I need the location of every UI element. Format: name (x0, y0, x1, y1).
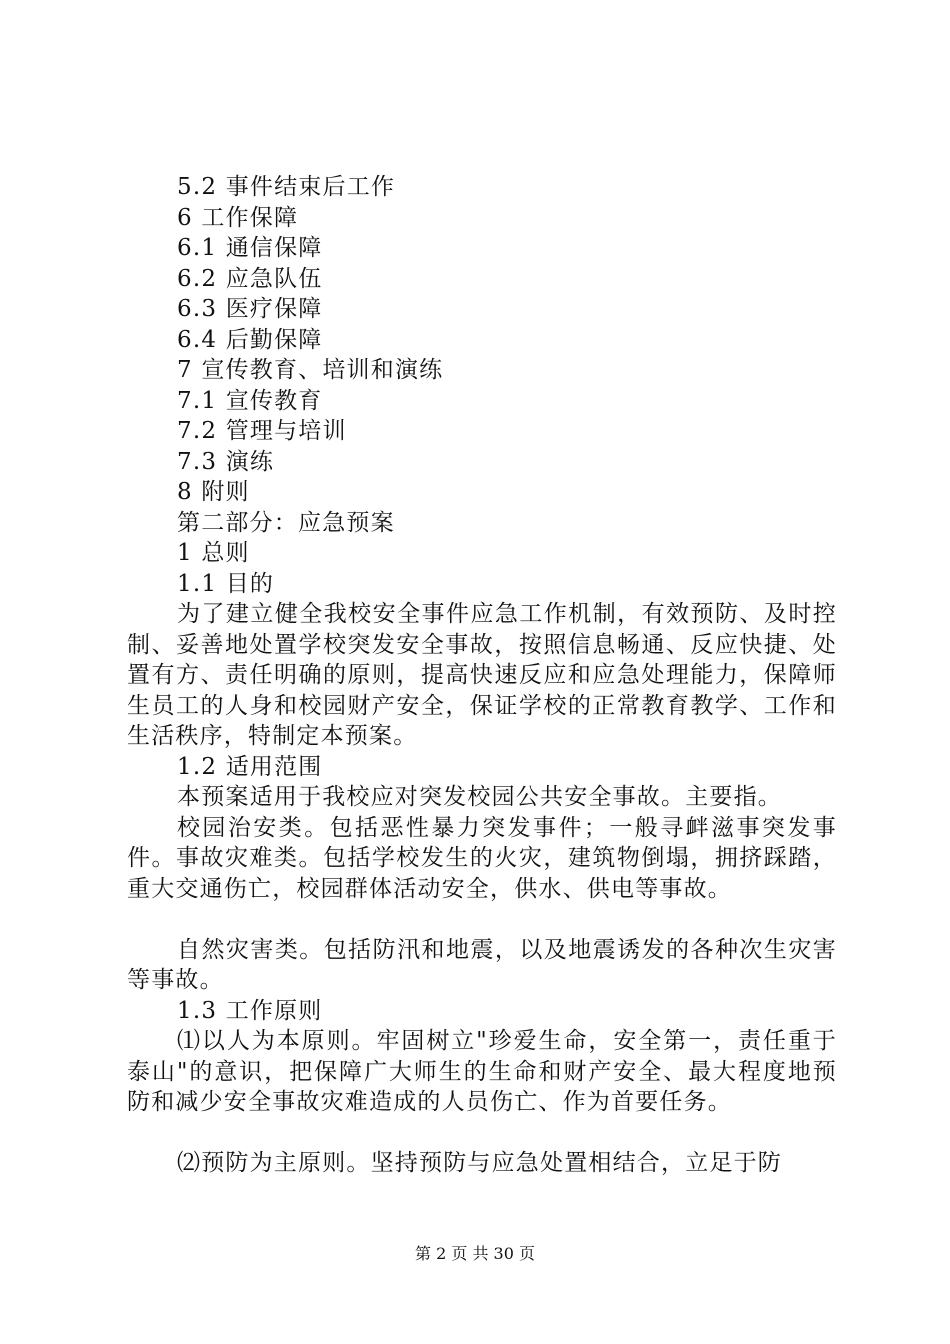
toc-line: 7.3 演练 (177, 448, 275, 475)
toc-line: 6.2 应急队伍 (177, 265, 323, 292)
paragraph-security: 校园治安类。包括恶性暴力突发事件；一般寻衅滋事突发事件。事故灾难类。包括学校发生的火灾，建筑物倒塌，拥挤踩踏，重大交通伤亡，校园群体活动安全，供水、供电等事故。 (127, 814, 837, 902)
paragraph-principle-2: ⑵预防为主原则。坚持预防与应急处置相结合，立足于防 (177, 1150, 782, 1176)
paragraph-purpose: 为了建立健全我校安全事件应急工作机制，有效预防、及时控制、妥善地处置学校突发安全事故，按照信息畅通、反应快捷、处置有方、责任明确的原则，提高快速反应和应急处理能力，保障师生员工的人身和校园财产安全，保证学校的正常教育教学、工作和生活秩序，特制定本预案。 (127, 601, 837, 749)
toc-line: 7.1 宣传教育 (177, 387, 323, 414)
paragraph-gap (127, 904, 837, 935)
page-footer: 第 2 页 共 30 页 (415, 1244, 535, 1263)
heading-principles: 1.3 工作原则 (177, 997, 323, 1024)
toc-line: 7.2 管理与培训 (177, 418, 347, 444)
toc-line: 7 宣传教育、培训和演练 (177, 357, 444, 383)
section-title: 第二部分：应急预案 (177, 509, 395, 536)
toc-line: 6.3 医疗保障 (177, 296, 323, 322)
paragraph-principle-1: ⑴以人为本原则。牢固树立"珍爱生命，安全第一，责任重于泰山"的意识，把保障广大师生的生命和财产安全、最大程度地预防和减少安全事故灾难造成的人员伤亡、作为首要任务。 (127, 1028, 837, 1115)
paragraph-scope: 本预案适用于我校应对突发校园公共安全事故。主要指。 (177, 784, 782, 810)
paragraph-gap (127, 1118, 837, 1149)
heading-general: 1 总则 (177, 540, 250, 566)
heading-purpose: 1.1 目的 (177, 570, 275, 597)
toc-line: 6.4 后勤保障 (177, 326, 323, 353)
toc-line: 5.2 事件结束后工作 (177, 174, 396, 200)
heading-scope: 1.2 适用范围 (177, 753, 323, 780)
toc-line: 6 工作保障 (177, 204, 299, 231)
toc-line: 6.1 通信保障 (177, 235, 323, 261)
paragraph-disaster: 自然灾害类。包括防汛和地震，以及地震诱发的各种次生灾害等事故。 (127, 936, 837, 993)
toc-line: 8 附则 (177, 479, 250, 505)
document-body (127, 172, 837, 1179)
